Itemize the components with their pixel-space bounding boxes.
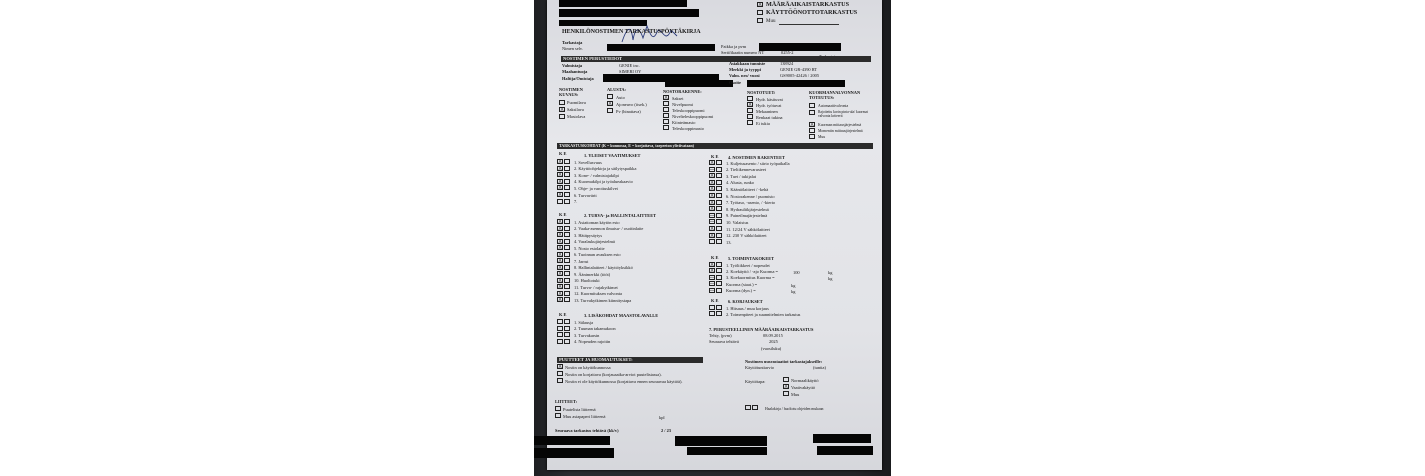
checkbox-k[interactable] <box>557 332 563 337</box>
recommendation-title: Nostimen uusrastaatiot tarkastajakseille: <box>745 359 823 364</box>
checklist-item: 2. Tieliikennevarusteet <box>726 167 766 173</box>
checkbox-e[interactable] <box>716 213 722 218</box>
checkbox-usage-2[interactable]: X <box>784 384 788 390</box>
remark-2: Nostin on korjattava (korjauaaika-arviot puutelistassa). <box>565 372 662 377</box>
usage-hours-label: Käyttötuntiarvio <box>745 365 775 370</box>
load-control-label: KUORMANVALVONNAN TOTEUTUS: <box>809 90 861 100</box>
checklist-item: 13. Turvakytkimen kiinnitystapa <box>574 297 632 303</box>
checkbox-usage-3[interactable] <box>783 391 789 396</box>
cert-label: Sertifikaatin numero NT <box>721 50 765 55</box>
checkbox-k[interactable]: X <box>558 232 562 238</box>
place-label: Paikka ja pvm <box>721 44 747 49</box>
checklist-item: 1. Sovellusvuus <box>574 159 602 165</box>
remark-1: Nostin on käyttökunnossa <box>565 365 611 370</box>
section-5-title: 5. TOIMINTAKOKEET <box>728 256 775 261</box>
checkbox-k[interactable]: X <box>710 206 714 213</box>
usage-item-1: Normaalikäyttö <box>791 378 819 383</box>
section-4-title: 4. NOSTIMEN RAKENTEET <box>728 155 785 160</box>
checklist-item: 3. Tuet / tukijalat <box>726 173 757 179</box>
support-item-5: Ei tukia <box>756 121 770 126</box>
ke-header: K E <box>711 298 719 303</box>
remark-3: Nostin ei ole käyttökunnossa (korjattava ennen seuraavaa käyttöä). <box>565 379 683 384</box>
checkbox-usage-1[interactable] <box>783 377 789 382</box>
usage-mode-label: Käyttötapa: <box>745 379 766 384</box>
checklist-item: 1. Sälausja <box>574 319 594 325</box>
checkbox-e[interactable] <box>564 239 570 244</box>
checkbox-e[interactable] <box>564 245 570 250</box>
checkbox-k[interactable] <box>709 305 715 310</box>
lift-item-1: Puomilava <box>567 100 586 105</box>
checklist-item: 6. Turvavärit <box>574 192 597 198</box>
section-remarks: PUUTTEET JA HUOMAUTUKSET: <box>557 357 703 363</box>
checklist-item: 2. Koekäyttö / -ajo Kuorma = <box>726 268 778 274</box>
checklist-item: 9. Paineilmajärjestelmä <box>726 213 768 219</box>
checkbox-attach-1[interactable] <box>555 406 561 411</box>
checkbox-load-1[interactable] <box>809 103 815 108</box>
checkbox-k[interactable]: X <box>558 219 562 225</box>
checklist-item: 3. Kone- / valmistajakilpi <box>574 172 619 178</box>
checkbox-load-5[interactable] <box>809 134 815 139</box>
kg-unit: kg <box>828 276 833 281</box>
checkbox-platform-2[interactable] <box>663 101 669 106</box>
redaction-block <box>747 80 845 87</box>
checkbox-base-1[interactable] <box>607 94 613 99</box>
checkbox-k[interactable]: X <box>558 277 562 284</box>
kg-unit: kg <box>828 270 833 275</box>
checkbox-e[interactable] <box>564 258 570 263</box>
customer-no-value: 138924 <box>780 61 794 66</box>
usage-item-2: Vaativakäyttö <box>791 385 816 390</box>
checkbox-k[interactable]: — <box>710 274 715 281</box>
customer-no-label: Asiakkaan tunniste <box>729 61 766 66</box>
lift-item-3: Mastolava <box>567 114 586 119</box>
platform-item-1: Sakset <box>672 96 684 101</box>
check-type-periodic: MÄÄRÄAIKAISTARKASTUS <box>766 1 850 8</box>
attach-item-1: Puutelista liitteenä <box>563 407 596 412</box>
checkbox-base-2[interactable]: X <box>608 101 612 107</box>
serial-label: Valm. nro/ vuosi <box>729 73 760 78</box>
checkbox-platform-5[interactable] <box>663 119 669 124</box>
checkbox-e[interactable] <box>716 275 722 280</box>
checkbox-k[interactable]: — <box>710 287 715 294</box>
platform-item-5: Kiinteämasto <box>672 120 696 125</box>
checkbox-e[interactable] <box>716 288 722 293</box>
left-margin <box>0 0 534 476</box>
checklist-item: 9. Äänimerkki (tööt) <box>574 271 611 277</box>
section-basic: NOSTIMEN PERUSTIEDOT <box>561 56 871 62</box>
checkbox-k[interactable]: — <box>710 212 715 219</box>
s7-next-value: 2025 <box>769 339 778 344</box>
checkbox-e[interactable] <box>716 268 722 273</box>
supports-label: NOSTOTUET: <box>747 90 776 95</box>
checkbox-load-4[interactable] <box>809 128 815 133</box>
checkbox-e[interactable] <box>716 160 722 165</box>
checklist-item: 4. Varalaskujärjestelmä <box>574 239 615 244</box>
checklist-item: 4. Nopeuden rajoitin <box>574 339 611 344</box>
checkbox-load-3[interactable]: X <box>810 122 814 128</box>
platform-item-2: Nivelpuomi <box>672 102 693 107</box>
checkbox-sign-2[interactable] <box>752 405 758 410</box>
checkbox-e[interactable] <box>564 332 570 337</box>
checkbox-other[interactable] <box>757 18 763 23</box>
checkbox-e[interactable] <box>716 239 722 244</box>
section-1-title: 1. YLEISET VAATIMUKSET <box>584 153 641 158</box>
checklist-item: 4. Alusta, runko <box>726 180 755 186</box>
checkbox-e[interactable] <box>564 297 570 302</box>
model-label: Merkki ja tyyppi <box>729 67 761 72</box>
ke-header: K E <box>711 154 719 159</box>
checkbox-e[interactable] <box>564 185 570 190</box>
checklist-item: 6. Tuoinnan avauksen esto <box>574 252 621 257</box>
checklist-item: 3. Turvakarsin <box>574 332 600 338</box>
checkbox-k[interactable]: X <box>558 251 562 258</box>
checklist-item: 13. <box>726 239 732 245</box>
checklist-item: 10. Huoltotuki <box>574 278 600 283</box>
checkbox-support-4[interactable] <box>747 114 753 119</box>
inspection-document <box>547 0 882 470</box>
attachments-title: LIITTEET: <box>555 399 578 404</box>
base-item-2: Ajoneuvo (itsek.) <box>616 102 647 107</box>
manufacturer-label: Valmistaja <box>562 63 583 68</box>
check-type-other: Muu <box>766 19 776 24</box>
checkbox-k[interactable]: X <box>558 172 562 179</box>
checkbox-support-2[interactable]: X <box>748 102 752 108</box>
checkbox-e[interactable] <box>716 262 722 267</box>
checklist-item: Kuorma (staat.) = <box>726 281 758 287</box>
checkbox-k[interactable]: X <box>710 179 714 186</box>
section-2-title: 2. TURVA- ja HALLINTALAITTEET <box>584 213 657 218</box>
checkbox-e[interactable] <box>564 219 570 224</box>
checkbox-e[interactable] <box>564 252 570 257</box>
redaction-block <box>665 80 733 87</box>
checkbox-e[interactable] <box>716 305 722 310</box>
s7-done-label: Tehty, (pvm) <box>709 333 732 338</box>
checkbox-support-5[interactable] <box>747 120 753 125</box>
checkbox-k[interactable]: X <box>710 173 714 180</box>
checkbox-k[interactable] <box>709 311 715 316</box>
checkbox-k[interactable]: X <box>710 232 714 239</box>
base-item-1: Auto <box>616 95 625 100</box>
s7-done-value: 08.09.2015 <box>763 333 783 338</box>
checklist-item: 2. Tuuman takamukoon <box>574 326 616 331</box>
checkbox-k[interactable]: — <box>710 166 715 173</box>
section-3-title: 3. LISÄKOHDAT MAASTOLAVALLE <box>584 313 659 318</box>
checkbox-e[interactable] <box>564 339 570 344</box>
base-item-3: Pv (hinattava) <box>616 109 641 114</box>
checkbox-platform-1[interactable]: X <box>664 95 668 101</box>
ke-header: K E <box>559 151 567 156</box>
checkbox-support-3[interactable] <box>747 108 753 113</box>
checkbox-attach-2[interactable] <box>555 413 561 418</box>
pcs-unit: kpl <box>659 415 665 420</box>
checkbox-e[interactable] <box>716 311 722 316</box>
signature <box>617 22 687 50</box>
checklist-item: 11. 12/24 V sähkölaitteet <box>726 226 770 232</box>
checklist-item: 10. Valaistus <box>726 219 749 225</box>
s7-next-label: Seuraava tehtävä <box>709 339 739 344</box>
checkbox-e[interactable] <box>716 219 722 224</box>
checkbox-k[interactable]: X <box>558 178 562 185</box>
checkbox-e[interactable] <box>564 271 570 276</box>
checkbox-k[interactable]: X <box>558 238 562 245</box>
checkbox-k[interactable]: — <box>710 219 715 226</box>
checkbox-k[interactable]: X <box>558 192 562 198</box>
checkbox-k[interactable] <box>709 239 715 244</box>
checkbox-k[interactable]: X <box>558 290 562 297</box>
checkbox-remark-1[interactable]: X <box>558 364 562 370</box>
checklist-item: 12. Kuormituksen valvonta <box>574 291 622 296</box>
checkbox-k[interactable] <box>557 339 563 344</box>
inspector-label: Tarkastaja <box>562 40 583 45</box>
checklist-item: 8. Hallintalaitteet / käyttöyksikkö <box>574 265 633 270</box>
redaction-block <box>675 436 767 446</box>
checkbox-k[interactable]: X <box>558 225 562 232</box>
checklist-item: 5. Nosto estolaite <box>574 245 605 251</box>
checklist-item: 4. Kuormakilpi ja työalueakaavio <box>574 179 633 185</box>
checklist-item: 5. Ohje- ja varoituskilvet <box>574 185 618 191</box>
checkbox-e[interactable] <box>716 180 722 185</box>
checkbox-e[interactable] <box>564 166 570 171</box>
checkbox-k[interactable]: X <box>558 245 562 251</box>
ke-header: K E <box>559 212 567 217</box>
checklist-item: 7. Jarrut <box>574 258 589 264</box>
lift-type-label: NOSTIMEN KUVAUS: <box>559 87 583 97</box>
checkbox-lift-1[interactable] <box>559 100 565 105</box>
checklist-item: 1. Asiattoman käytön esto <box>574 219 620 225</box>
kg-unit: kg <box>791 289 796 294</box>
attach-item-2: Muu asiapaperi liitteenä <box>563 414 606 419</box>
platform-item-4: Nivelteleskooppipuomi <box>672 114 714 119</box>
checkbox-lift-3[interactable] <box>559 114 565 119</box>
serial-value: GS9005-42426 / 2005 <box>780 73 820 78</box>
checkbox-e[interactable] <box>564 278 570 283</box>
page-title: HENKILÖNOSTIMEN TARKASTUSPÖYTÄKIRJA <box>562 29 701 35</box>
checkbox-e[interactable] <box>564 199 570 204</box>
checkbox-e[interactable] <box>564 326 570 331</box>
redaction-block <box>687 447 767 455</box>
checklist-item: 2. Toimenpiteet ja suunnitelmien tarkastus <box>726 311 801 317</box>
s7-note: (vuosiluku) <box>761 346 782 351</box>
checkbox-sign-1[interactable] <box>745 405 751 410</box>
support-item-4: Renkaat tukina <box>756 115 783 120</box>
base-label: ALUSTA: <box>607 87 626 92</box>
checkbox-e[interactable] <box>716 200 722 205</box>
checklist-item: 7. Työtaso, -asento, / -kierto <box>726 200 776 206</box>
checklist-item: 2. Vaaka-asennon ilmaisu- / osoitinlaite <box>574 226 644 231</box>
checklist-item: 1. Työliikkeet / nopeudet <box>726 262 770 268</box>
checklist-item: 3. Koekuormitus Kuorma = <box>726 275 775 281</box>
checkbox-periodic[interactable]: X <box>758 2 762 8</box>
checkbox-e[interactable] <box>716 173 722 178</box>
checkbox-e[interactable] <box>716 186 722 191</box>
checkbox-k[interactable]: X <box>710 199 714 206</box>
manufacturer-value: GENIE inc. <box>619 63 640 68</box>
sign-note: Haalakirja / huoltotu ohjeiden mukaan <box>765 407 824 411</box>
checkbox-e[interactable] <box>564 232 570 237</box>
load-value: 100 <box>793 270 800 275</box>
checkbox-k[interactable]: X <box>558 165 562 172</box>
checkbox-support-1[interactable] <box>747 96 753 101</box>
load-item-1: Automaattivalvonta <box>818 104 849 108</box>
importer-label: Maahantuoja <box>562 69 588 74</box>
checklist-item: 3. Hätäpysäytys <box>574 232 603 238</box>
checkbox-k[interactable] <box>557 199 563 204</box>
checklist-item: 5. Kääntölaitteet / -kehä <box>726 186 769 192</box>
ke-header: K E <box>711 255 719 260</box>
checkbox-platform-3[interactable] <box>663 107 669 112</box>
section-7-title: 7. PERUSTEELLINEN MÄÄRÄAIKAISTARKASTUS <box>709 327 814 332</box>
checkbox-platform-4[interactable] <box>663 113 669 118</box>
checkbox-commissioning[interactable] <box>757 10 763 15</box>
redaction-block <box>817 446 873 455</box>
checkbox-k[interactable]: X <box>558 185 562 192</box>
checkbox-k[interactable]: X <box>710 186 714 193</box>
checkbox-e[interactable] <box>716 193 722 198</box>
checklist-item: 1. Kuljetusasento / siirto työpaikalla <box>726 160 790 166</box>
checkbox-k[interactable]: — <box>710 281 715 288</box>
checkbox-remark-3[interactable] <box>557 378 563 383</box>
checkbox-remark-2[interactable] <box>557 371 563 376</box>
checkbox-k[interactable]: X <box>710 268 714 275</box>
checkbox-e[interactable] <box>716 206 722 211</box>
checkbox-k[interactable]: X <box>558 297 562 303</box>
checkbox-e[interactable] <box>564 192 570 197</box>
checkbox-e[interactable] <box>716 167 722 172</box>
checkbox-e[interactable] <box>564 291 570 296</box>
next-check-value: 2 / 23 <box>661 428 672 433</box>
checkbox-k[interactable]: X <box>710 226 714 232</box>
checkbox-base-3[interactable] <box>607 108 613 113</box>
checklist-item: 1. Hitsaus / muu korjaus <box>726 305 769 311</box>
model-value: GENIE GR-4390 RT <box>780 67 818 72</box>
load-item-4: Momentin mittausjärjestelmä <box>818 129 863 133</box>
section-6-title: 6. KORJAUKSET <box>728 299 763 304</box>
checkbox-e[interactable] <box>716 226 722 231</box>
checkbox-e[interactable] <box>564 159 570 164</box>
checklist-item: 7. <box>574 199 578 205</box>
kg-unit: kg <box>791 283 796 288</box>
checkbox-e[interactable] <box>564 179 570 184</box>
checkbox-k[interactable]: X <box>558 159 562 165</box>
checkbox-e[interactable] <box>716 281 722 286</box>
checkbox-k[interactable]: X <box>558 284 562 290</box>
checklist-item: Kuorma (dyn.) = <box>726 288 756 294</box>
check-type-commissioning: KÄYTTÖÖNOTTOTARKASTUS <box>766 9 858 16</box>
checkbox-k[interactable]: X <box>558 271 562 277</box>
redaction-block <box>559 9 699 17</box>
platform-item-6: Teleskooppimasto <box>672 126 704 131</box>
support-item-1: Hydr. käsituvat <box>756 97 783 102</box>
load-item-5: Muu <box>818 135 826 139</box>
importer-value: SIMERI OY <box>619 69 642 74</box>
checklist-item: 11. Turva- / rajakytkimet <box>574 284 618 290</box>
checkbox-e[interactable] <box>564 265 570 270</box>
checkbox-k[interactable]: X <box>710 262 714 268</box>
checkbox-k[interactable]: X <box>558 258 562 264</box>
support-item-2: Hydr. työtuvat <box>756 103 782 108</box>
usage-item-3: Muu <box>791 392 800 397</box>
section-points: TARKASTUSKOHDAT (K = kunnossa, E = korjattava, tarpeeton yliviivataan) <box>557 143 873 149</box>
platform-label: NOSTORAKENNE: <box>663 89 702 94</box>
cert-value: 0255-2 <box>781 50 794 55</box>
checkbox-e[interactable] <box>716 233 722 238</box>
checkbox-e[interactable] <box>564 172 570 177</box>
checklist-item: 6. Nostorakenne / puomisto <box>726 193 775 199</box>
redaction-block <box>759 43 841 51</box>
next-check-label: Seuraava tarkastus tehtävä (kk/v) <box>555 428 619 433</box>
platform-item-3: Teleskooppipuomi <box>672 108 705 113</box>
checklist-item: 12. 230 V sähkölaitteet <box>726 233 767 239</box>
address-label: Osoite <box>729 80 741 85</box>
redaction-block <box>534 436 610 445</box>
redaction-block <box>559 0 687 7</box>
checkbox-lift-2[interactable]: X <box>560 107 564 113</box>
checkbox-k[interactable]: X <box>710 193 714 199</box>
redaction-block <box>534 448 614 458</box>
checklist-item: 2. Käyttöohjekirja ja säilytyspaikka <box>574 166 637 172</box>
lift-item-2: Saksilava <box>567 107 584 112</box>
checkbox-e[interactable] <box>564 226 570 231</box>
load-item-2: Rajoitettu korin pinta-ala/ kuormat valvonta kriteerit <box>818 110 869 118</box>
checkbox-load-2[interactable] <box>809 110 815 115</box>
checkbox-k[interactable] <box>557 326 563 331</box>
divider <box>779 24 839 25</box>
support-item-3: Mekaaninen <box>756 109 778 114</box>
load-item-3: Kuorman mittausjärjestelmä <box>818 123 862 127</box>
checkbox-k[interactable]: X <box>558 264 562 271</box>
checkbox-k[interactable]: X <box>710 160 714 166</box>
checkbox-k[interactable] <box>557 319 563 324</box>
redaction-block <box>813 434 871 443</box>
checkbox-e[interactable] <box>564 319 570 324</box>
ke-header: K E <box>559 312 567 317</box>
checkbox-platform-6[interactable] <box>663 125 669 130</box>
owner-label: Haltija/Omistaja <box>562 76 594 81</box>
usage-hours-unit: (tuntia) <box>813 365 826 370</box>
checkbox-e[interactable] <box>564 284 570 289</box>
name-label: Nimen selv. <box>562 46 583 51</box>
checklist-item: 8. Hydrauliikjärjestelmä <box>726 206 769 212</box>
